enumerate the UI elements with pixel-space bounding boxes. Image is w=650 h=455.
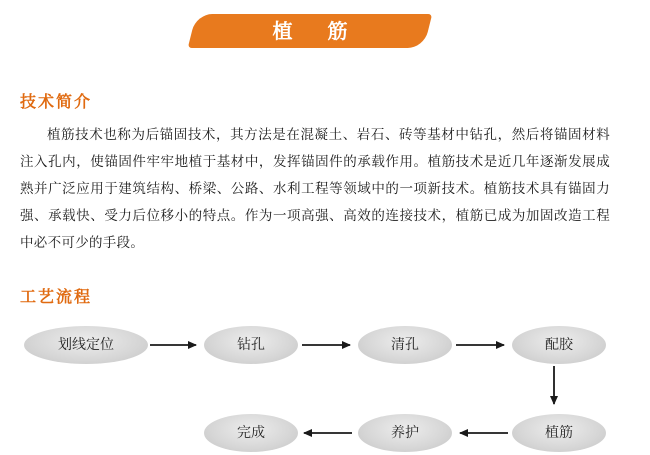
intro-paragraph: 植筋技术也称为后锚固技术，其方法是在混凝土、岩石、砖等基材中钻孔，然后将锚固材料注入孔内，使锚固件牢牢地植于基材中，发挥锚固件的承载作用。植筋技术是近几年逐渐发展成熟并广泛应用于建筑结构、桥梁、公路、水利工程等领域中的一项新技术。植筋技术具有锚固力强、承载快、受力后位移小的特点。作为一项高强、高效的连接技术，植筋已成为加固改造工程中必不可少的手段。 xyxy=(20,127,610,251)
process-heading: 工艺流程 xyxy=(20,287,93,306)
step-drilling: 钻孔 xyxy=(204,326,298,364)
step-rebar-planting: 植筋 xyxy=(512,414,606,452)
step-glue-mixing: 配胶 xyxy=(512,326,606,364)
intro-heading: 技术简介 xyxy=(20,92,93,111)
page-title: 植 筋 xyxy=(272,19,362,43)
step-marking: 划线定位 xyxy=(24,326,148,364)
step-hole-cleaning: 清孔 xyxy=(358,326,452,364)
step-curing: 养护 xyxy=(358,414,452,452)
step-complete: 完成 xyxy=(204,414,298,452)
